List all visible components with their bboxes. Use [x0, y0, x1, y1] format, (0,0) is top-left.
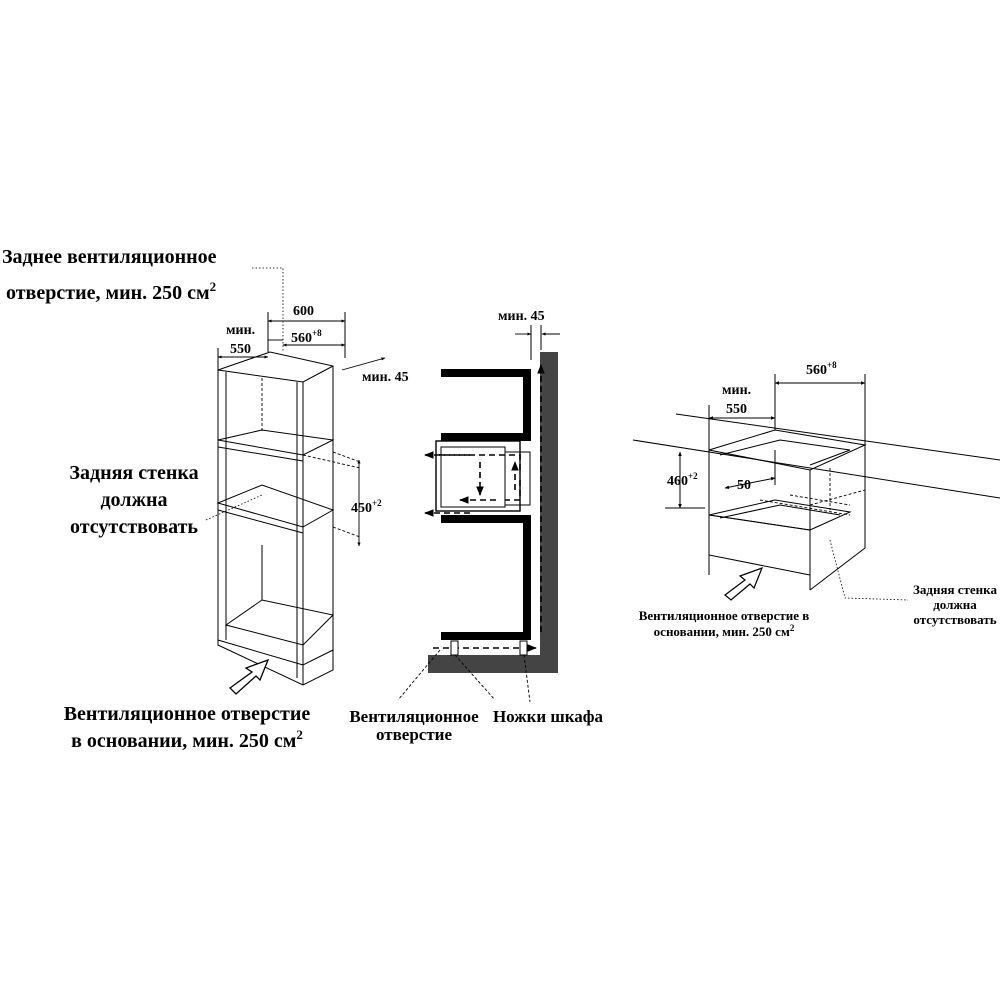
drawer-rail [720, 505, 840, 518]
airflow-oven-side [505, 480, 520, 500]
base-vent-arrow-icon [725, 568, 762, 600]
shelf-middle-front [218, 510, 303, 533]
hidden-lines [303, 452, 360, 537]
cabinet-outline [218, 352, 333, 685]
rear-vent-label-line1: Заднее вентиляционное [2, 246, 217, 268]
back-wall-leader [830, 540, 908, 600]
drawer-front [709, 515, 810, 575]
base-vent-label-line1: Вентиляционное отверстие [63, 703, 311, 725]
niche-front [709, 450, 810, 530]
dim-min-label: мин. [226, 323, 256, 338]
plinth-top [218, 640, 333, 665]
back-wall-label-line3: отсутствовать [913, 612, 997, 627]
cabinet-leg [520, 641, 527, 655]
cabinet-top-edge [218, 366, 333, 382]
dim-min45: мин. 45 [498, 309, 545, 324]
vent-label-line1: Вентиляционное [349, 707, 479, 726]
dim-600: 600 [293, 304, 314, 319]
dim-min45: мин. 45 [362, 370, 409, 385]
dim-550: 550 [726, 402, 747, 417]
dim-450: $450^{+2}$ [351, 498, 382, 516]
lower-cabinet-panel [441, 515, 531, 640]
counter-line [633, 440, 1000, 498]
dim-50: 50 [737, 478, 751, 493]
oven-inner [441, 447, 505, 507]
niche-inner [720, 440, 850, 465]
shelf-middle [218, 485, 333, 527]
dim-560: $560^{+8}$ [291, 328, 322, 346]
under-counter-diagram [633, 360, 1000, 639]
dim-line-min45 [342, 358, 385, 370]
back-wall-label-line1: Задняя стенка [913, 582, 997, 597]
tall-cabinet-diagram [2, 246, 409, 752]
back-wall-label-line3: отсутствовать [69, 516, 199, 538]
vent-label-line2: отверстие [375, 725, 453, 744]
back-wall-label-line2: должна [100, 489, 168, 511]
back-wall-label-line1: Задняя стенка [69, 462, 199, 484]
base-vent-label-line2: в основании, мин. 250 $см^2$ [71, 727, 303, 752]
base-vent-label-line1: Вентиляционное отверстие в [638, 608, 810, 623]
hidden-lines [810, 468, 865, 510]
base-vent-arrow-icon [230, 660, 268, 694]
dim-460: $460^{+2}$ [667, 471, 698, 489]
legs-label: Ножки шкафа [492, 707, 604, 726]
shelf-upper [218, 430, 333, 455]
upper-cabinet-panel [441, 369, 531, 441]
rear-vent-label-line2: отверстие, мин. 250 $см^2$ [6, 279, 217, 304]
dim-550: 550 [230, 342, 251, 357]
dim-560: $560^{+8}$ [806, 360, 837, 378]
dim-min-label: мин. [722, 383, 752, 398]
oven-rear [505, 452, 530, 505]
cabinet-leg [451, 641, 458, 655]
base-vent-label-line2: основании, мин. 250 $см^2$ [653, 623, 795, 639]
shelf-bottom [226, 600, 333, 645]
back-wall-label-line2: должна [933, 597, 977, 612]
shelf-upper-front [218, 447, 303, 461]
